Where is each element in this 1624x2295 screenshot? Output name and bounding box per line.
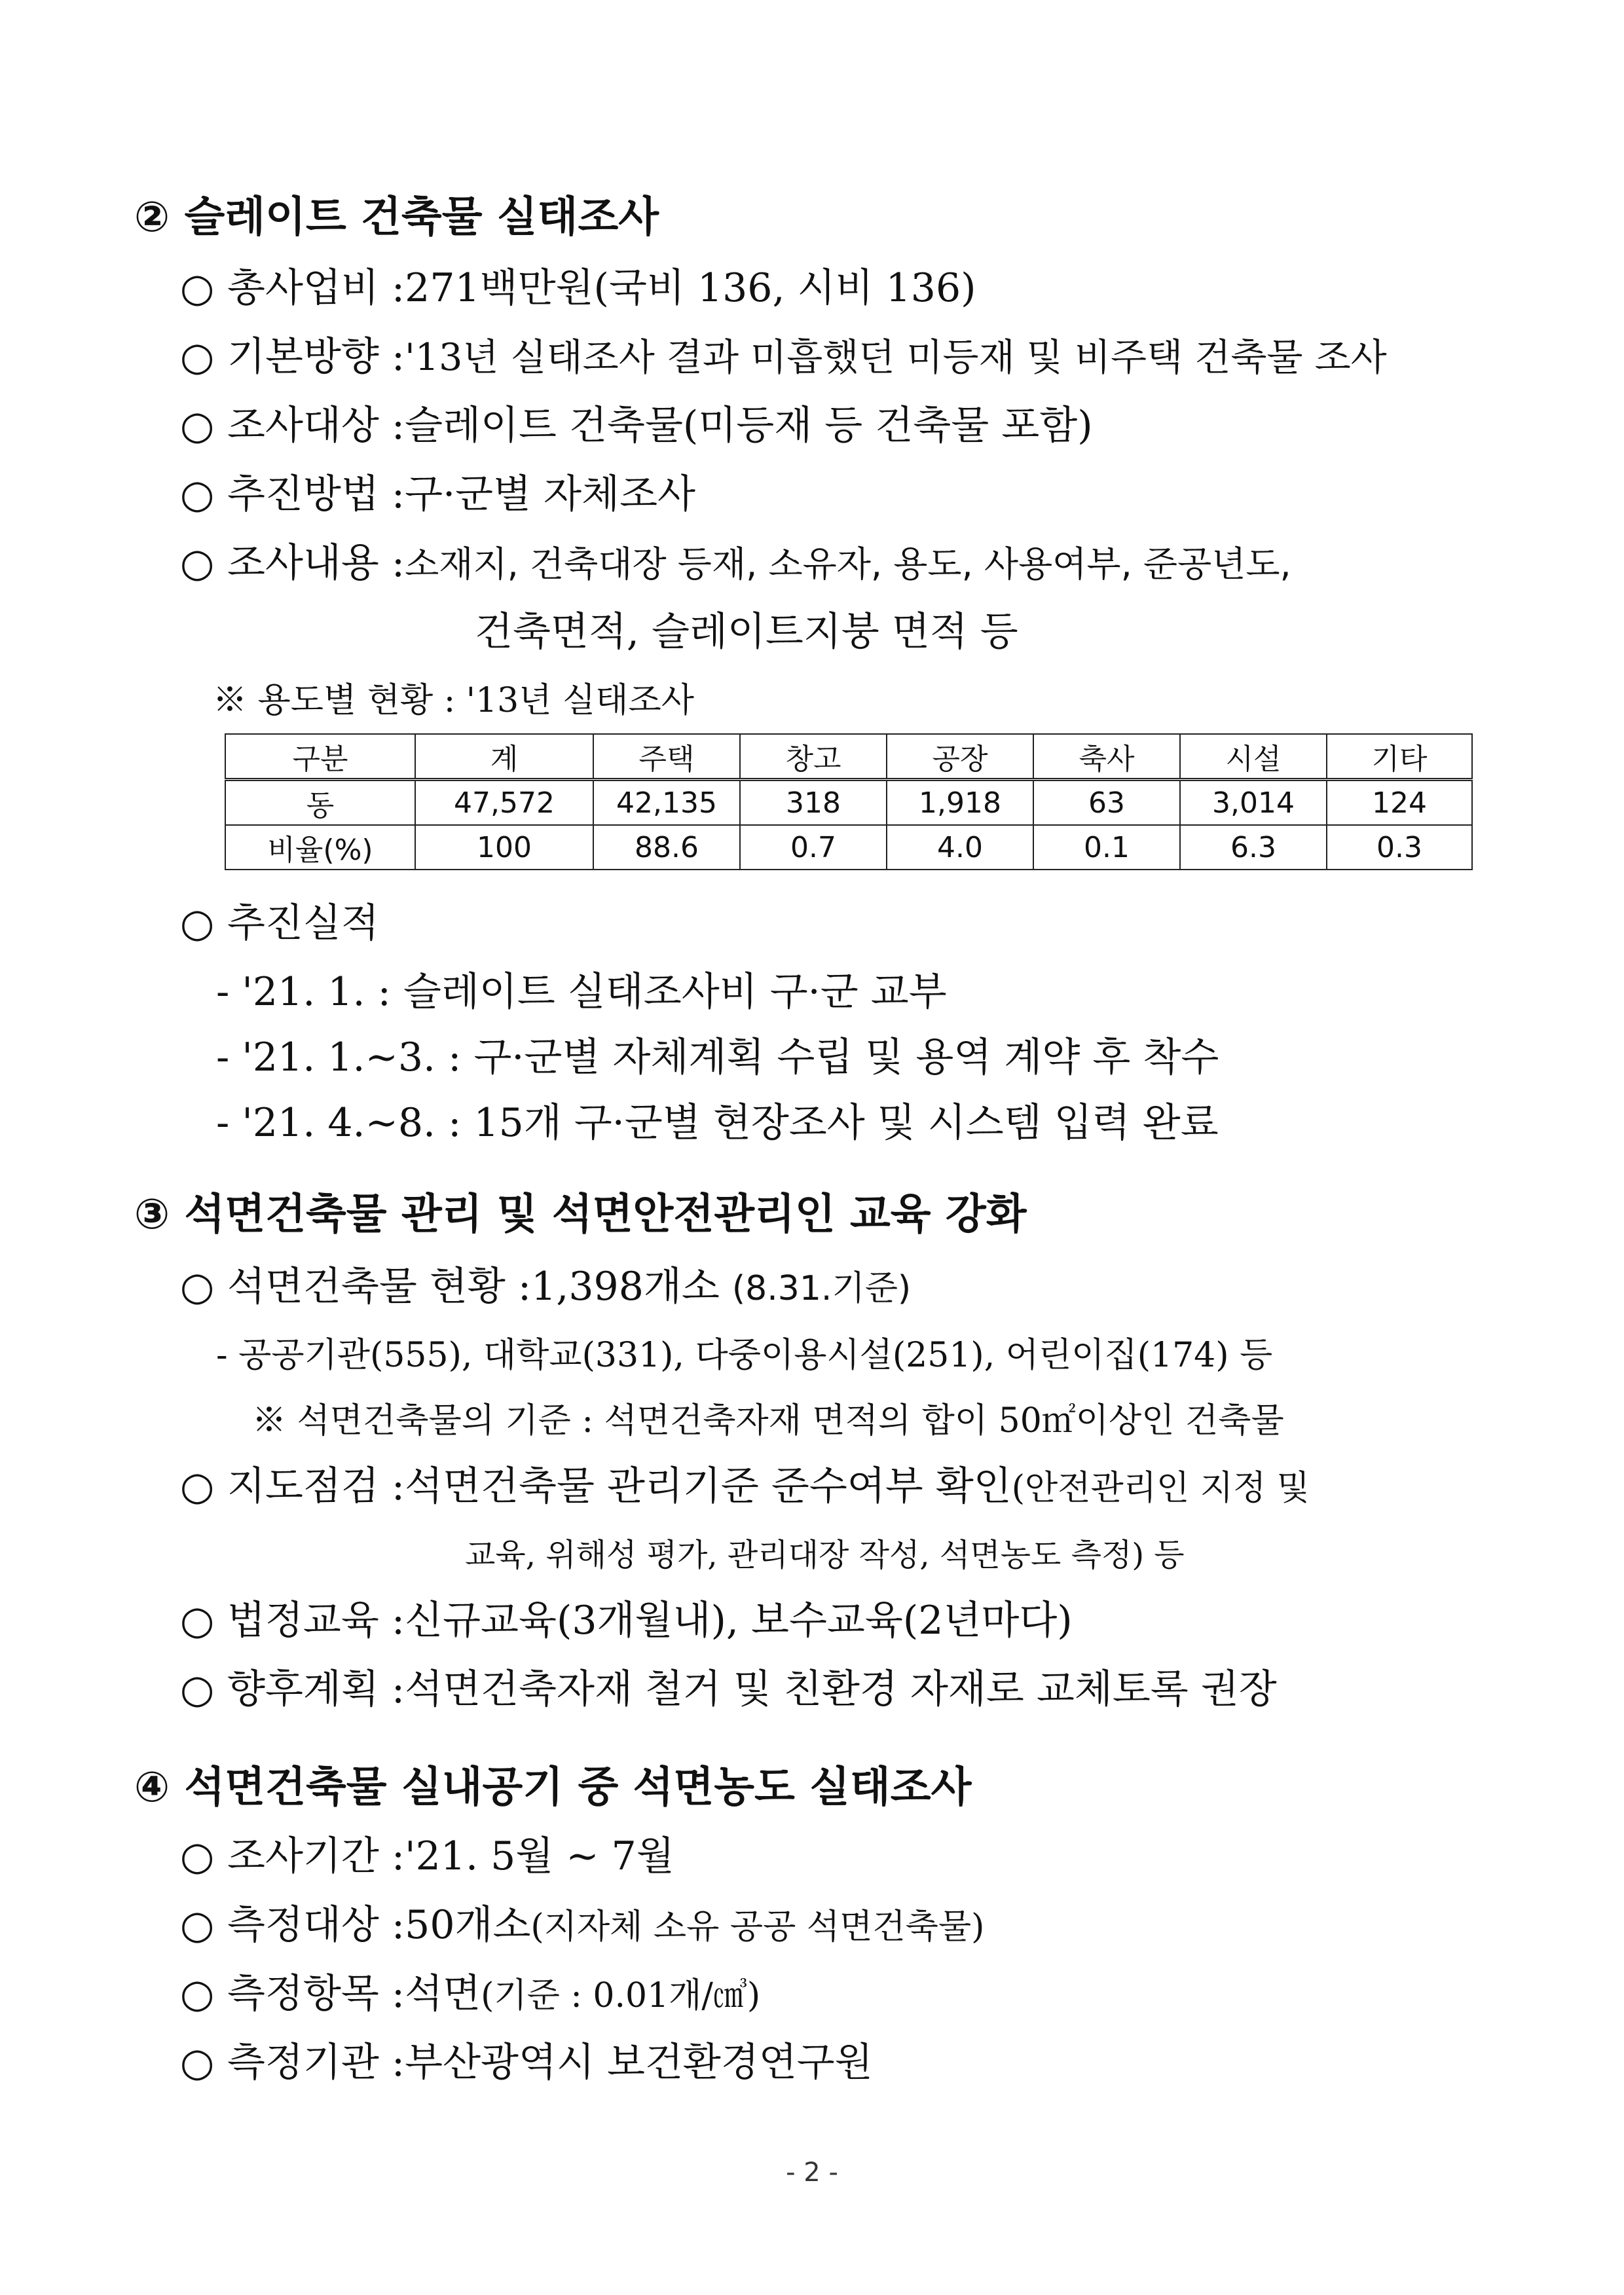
table-cell: 4.0 (887, 825, 1033, 870)
usage-status-table (225, 733, 1473, 870)
item-survey-content-cont: 건축면적, 슬레이트지붕 면적 등 (475, 609, 1018, 655)
table-cell: 6.3 (1180, 825, 1327, 870)
asbestos-status-breakdown: - 공공기관(555), 대학교(331), 다중이용시설(251), 어린이집(174) 등 (216, 1336, 1273, 1375)
item-survey-target: ○ 조사대상 :슬레이트 건축물(미등재 등 건축물 포함) (180, 399, 1093, 452)
progress-item: - '21. 1.~3. : 구·군별 자체계획 수립 및 용역 계약 후 착수 (216, 1035, 1219, 1080)
item-survey-period: ○ 조사기간 :'21. 5월 ~ 7월 (180, 1830, 674, 1882)
bullet-circle: ○ (180, 1666, 215, 1712)
item-inspection-cont: 교육, 위해성 평가, 관리대장 작성, 석면농도 측정) 등 (465, 1537, 1185, 1573)
bullet-circle: ○ (180, 1833, 215, 1879)
note-usage-status: ※ 용도별 현황 : '13년 실태조사 (213, 681, 694, 720)
table-cell: 비율(%) (225, 825, 415, 870)
item-future-plan: ○ 향후계획 :석면건축자재 철거 및 친환경 자재로 교체토록 권장 (180, 1663, 1277, 1716)
item-progress: ○ 추진실적 (180, 897, 379, 949)
table-cell: 동 (225, 780, 415, 826)
table-cell: 100 (415, 825, 593, 870)
table-row (225, 780, 1472, 826)
section-title-asbestos-management: ③ 석면건축물 관리 및 석면안전관리인 교육 강화 (134, 1190, 1027, 1239)
item-measure-item: ○ 측정항목 :석면(기준 : 0.01개/㎤) (180, 1968, 760, 2022)
item-total-budget: ○ 총사업비 :271백만원(국비 136, 시비 136) (180, 262, 976, 314)
table-cell: 63 (1033, 780, 1180, 826)
table-cell: 0.3 (1327, 825, 1472, 870)
item-legal-education: ○ 법정교육 :신규교육(3개월내), 보수교육(2년마다) (180, 1594, 1073, 1647)
page-number: - 2 - (786, 2157, 838, 2188)
table-cell: 88.6 (593, 825, 740, 870)
bullet-circle: ○ (180, 265, 215, 311)
header-cell: 축사 (1033, 734, 1180, 780)
item-inspection: ○ 지도점검 :석면건축물 관리기준 준수여부 확인(안전관리인 지정 및 (180, 1460, 1310, 1515)
table-cell: 0.7 (740, 825, 887, 870)
table-cell: 124 (1327, 780, 1472, 826)
section-title-slate-survey: ② 슬레이트 건축물 실태조사 (134, 193, 659, 242)
header-cell: 시설 (1180, 734, 1327, 780)
table-cell: 0.1 (1033, 825, 1180, 870)
table-cell: 47,572 (415, 780, 593, 826)
bullet-circle: ○ (180, 403, 215, 449)
bullet-circle: ○ (180, 1463, 215, 1509)
bullet-circle: ○ (180, 2040, 215, 2085)
progress-item: - '21. 4.~8. : 15개 구·군별 현장조사 및 시스템 입력 완료 (216, 1100, 1219, 1146)
table-cell: 42,135 (593, 780, 740, 826)
item-asbestos-status: ○ 석면건축물 현황 :1,398개소 (8.31.기준) (180, 1260, 911, 1315)
header-cell: 계 (415, 734, 593, 780)
bullet-circle: ○ (180, 900, 215, 946)
bullet-circle: ○ (180, 1902, 215, 1948)
table-cell: 1,918 (887, 780, 1033, 826)
item-measure-target: ○ 측정대상 :50개소(지자체 소유 공공 석면건축물) (180, 1899, 984, 1953)
item-basic-direction: ○ 기본방향 :'13년 실태조사 결과 미흡했던 미등재 및 비주택 건축물 조사 (180, 331, 1387, 384)
bullet-circle: ○ (180, 1264, 215, 1310)
asbestos-criteria-note: ※ 석면건축물의 기준 : 석면건축자재 면적의 합이 50㎡이상인 건축물 (252, 1401, 1284, 1441)
progress-item: - '21. 1. : 슬레이트 실태조사비 구·군 교부 (216, 969, 947, 1015)
header-cell: 공장 (887, 734, 1033, 780)
table-cell: 318 (740, 780, 887, 826)
bullet-circle: ○ (180, 471, 215, 517)
header-cell: 기타 (1327, 734, 1472, 780)
table-row (225, 825, 1472, 870)
header-cell: 창고 (740, 734, 887, 780)
header-cell: 구분 (225, 734, 415, 780)
bullet-circle: ○ (180, 1971, 215, 2017)
item-survey-content: ○ 조사내용 :소재지, 건축대장 등재, 소유자, 용도, 사용여부, 준공년도, (180, 537, 1291, 591)
section-title-indoor-asbestos-survey: ④ 석면건축물 실내공기 중 석면농도 실태조사 (134, 1763, 972, 1812)
bullet-circle: ○ (180, 334, 215, 380)
table-header-row (225, 734, 1472, 780)
bullet-circle: ○ (180, 540, 215, 586)
item-method: ○ 추진방법 :구·군별 자체조사 (180, 468, 695, 521)
bullet-circle: ○ (180, 1598, 215, 1643)
item-measure-org: ○ 측정기관 :부산광역시 보건환경연구원 (180, 2036, 873, 2089)
table-cell: 3,014 (1180, 780, 1327, 826)
header-cell: 주택 (593, 734, 740, 780)
